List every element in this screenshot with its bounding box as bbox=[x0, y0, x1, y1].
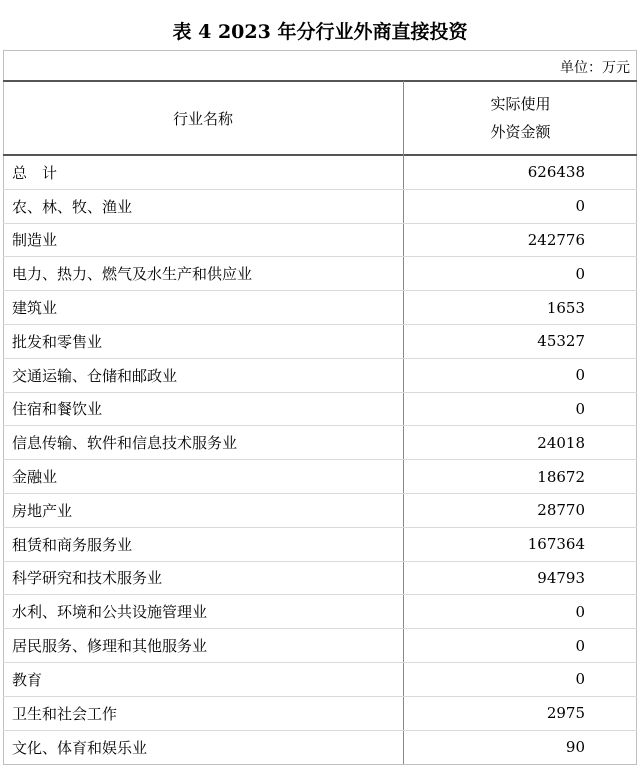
table-row bbox=[3, 697, 637, 731]
investment-amount: 0 bbox=[575, 636, 585, 655]
investment-amount: 0 bbox=[575, 399, 585, 418]
industry-name: 科学研究和技术服务业 bbox=[12, 569, 163, 588]
table-row bbox=[3, 291, 637, 325]
industry-name: 金融业 bbox=[12, 468, 58, 487]
industry-name: 电力、热力、燃气及水生产和供应业 bbox=[12, 265, 253, 284]
unit-label: 单位：万元 bbox=[560, 60, 630, 76]
table-row bbox=[3, 595, 637, 629]
investment-amount: 167364 bbox=[527, 535, 585, 554]
table-row bbox=[3, 494, 637, 528]
table-row bbox=[3, 562, 637, 596]
investment-amount: 0 bbox=[575, 264, 585, 283]
industry-name: 总 计 bbox=[12, 163, 58, 182]
investment-amount: 242776 bbox=[527, 230, 585, 249]
table-row bbox=[3, 190, 637, 224]
table-row bbox=[3, 224, 637, 258]
industry-name: 批发和零售业 bbox=[12, 332, 103, 351]
investment-amount: 0 bbox=[575, 366, 585, 385]
investment-amount: 90 bbox=[565, 738, 585, 757]
investment-amount: 94793 bbox=[537, 568, 585, 587]
table-title: 表 4 2023 年分行业外商直接投资 bbox=[172, 20, 468, 43]
investment-amount: 45327 bbox=[537, 332, 585, 351]
table-row bbox=[3, 325, 637, 359]
investment-amount: 2975 bbox=[546, 704, 585, 723]
table-body bbox=[3, 156, 637, 764]
industry-name: 农、林、牧、渔业 bbox=[12, 197, 133, 216]
industry-name: 住宿和餐饮业 bbox=[12, 400, 103, 419]
table-row bbox=[3, 663, 637, 697]
investment-amount: 0 bbox=[575, 602, 585, 621]
industry-name: 文化、体育和娱乐业 bbox=[12, 738, 148, 757]
industry-name: 水利、环境和公共设施管理业 bbox=[12, 603, 208, 622]
table-row bbox=[3, 426, 637, 460]
table-bottom-border bbox=[3, 764, 637, 765]
table-row bbox=[3, 460, 637, 494]
industry-name: 租赁和商务服务业 bbox=[12, 535, 133, 554]
table-row bbox=[3, 731, 637, 765]
column-header-industry: 行业名称 bbox=[172, 109, 233, 128]
table-row bbox=[3, 393, 637, 427]
column-header-amount-line1: 实际使用 bbox=[490, 95, 551, 113]
investment-amount: 626438 bbox=[527, 163, 585, 182]
table-row bbox=[3, 359, 637, 393]
industry-name: 制造业 bbox=[12, 231, 58, 250]
industry-name: 建筑业 bbox=[12, 299, 58, 318]
investment-amount: 1653 bbox=[546, 298, 585, 317]
industry-name: 信息传输、软件和信息技术服务业 bbox=[12, 434, 238, 453]
table-row bbox=[3, 629, 637, 663]
industry-name: 居民服务、修理和其他服务业 bbox=[12, 637, 208, 656]
industry-name: 卫生和社会工作 bbox=[12, 704, 118, 723]
column-header-amount-line2: 外资金额 bbox=[490, 123, 551, 141]
investment-amount: 0 bbox=[575, 197, 585, 216]
industry-name: 教育 bbox=[12, 670, 43, 689]
table-row bbox=[3, 528, 637, 562]
table-row bbox=[3, 257, 637, 291]
investment-amount: 0 bbox=[575, 670, 585, 689]
table-row bbox=[3, 156, 637, 190]
industry-name: 交通运输、仓储和邮政业 bbox=[12, 366, 178, 385]
investment-amount: 28770 bbox=[537, 501, 585, 520]
investment-amount: 18672 bbox=[537, 467, 585, 486]
industry-name: 房地产业 bbox=[12, 501, 73, 520]
investment-amount: 24018 bbox=[537, 433, 585, 452]
column-header-amount bbox=[404, 82, 637, 154]
table-top-border bbox=[3, 50, 637, 51]
